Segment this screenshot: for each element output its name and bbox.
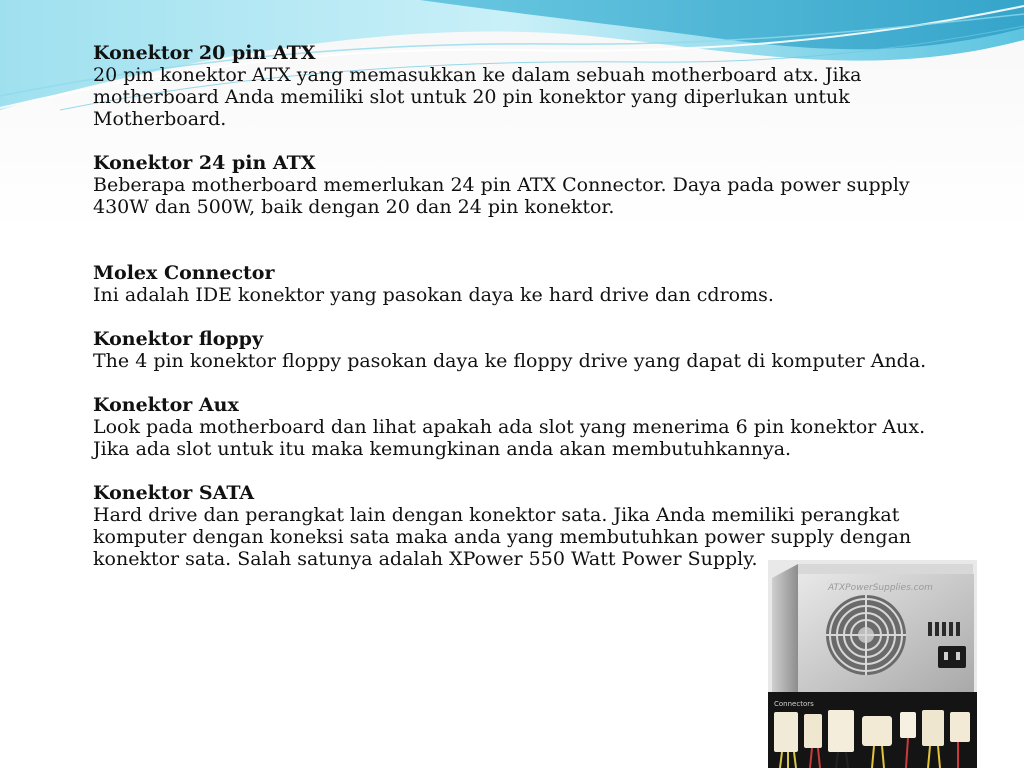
- section-konektor-floppy: [93, 328, 953, 372]
- section-line: Look pada motherboard dan lihat apakah ada slot yang menerima 6 pin konektor Aux.: [93, 416, 926, 438]
- section-konektor-aux: [93, 394, 953, 460]
- section-molex-connector: [93, 262, 953, 306]
- photo-connectors-label: Connectors: [774, 700, 814, 708]
- psu-case-side: [772, 564, 798, 700]
- power-socket: [938, 646, 966, 668]
- section-line: The 4 pin konektor floppy pasokan daya ke floppy drive yang dapat di komputer Anda.: [93, 350, 927, 372]
- section-konektor-20-pin: [93, 42, 953, 130]
- section-line: Jika ada slot untuk itu maka kemungkinan anda akan membutuhkannya.: [93, 438, 792, 460]
- section-heading: Molex Connector: [93, 262, 275, 284]
- section-line: Beberapa motherboard memerlukan 24 pin ATX Connector. Daya pada power supply: [93, 174, 910, 196]
- section-heading: Konektor SATA: [93, 482, 255, 504]
- slide-body: [93, 42, 953, 570]
- section-konektor-sata: [93, 482, 953, 570]
- power-supply-photo: [768, 560, 977, 768]
- section-line: konektor sata. Salah satunya adalah XPower 550 Watt Power Supply.: [93, 548, 758, 570]
- section-heading: Konektor floppy: [93, 328, 264, 350]
- section-line: motherboard Anda memiliki slot untuk 20 pin konektor yang diperlukan untuk: [93, 86, 850, 108]
- power-supply-illustration: [768, 560, 977, 768]
- section-konektor-24-pin: [93, 152, 953, 218]
- section-heading: Konektor 24 pin ATX: [93, 152, 316, 174]
- section-line: Hard drive dan perangkat lain dengan konektor sata. Jika Anda memiliki perangkat: [93, 504, 900, 526]
- section-line: Motherboard.: [93, 108, 227, 130]
- section-line: 20 pin konektor ATX yang memasukkan ke dalam sebuah motherboard atx. Jika: [93, 64, 862, 86]
- section-line: 430W dan 500W, baik dengan 20 dan 24 pin konektor.: [93, 196, 615, 218]
- section-line: Ini adalah IDE konektor yang pasokan daya ke hard drive dan cdroms.: [93, 284, 774, 306]
- photo-watermark: ATXPowerSupplies.com: [828, 583, 933, 593]
- section-line: komputer dengan koneksi sata maka anda yang membutuhkan power supply dengan: [93, 526, 912, 548]
- fan-grille: [826, 595, 906, 675]
- section-heading: Konektor Aux: [93, 394, 239, 416]
- section-heading: Konektor 20 pin ATX: [93, 42, 316, 64]
